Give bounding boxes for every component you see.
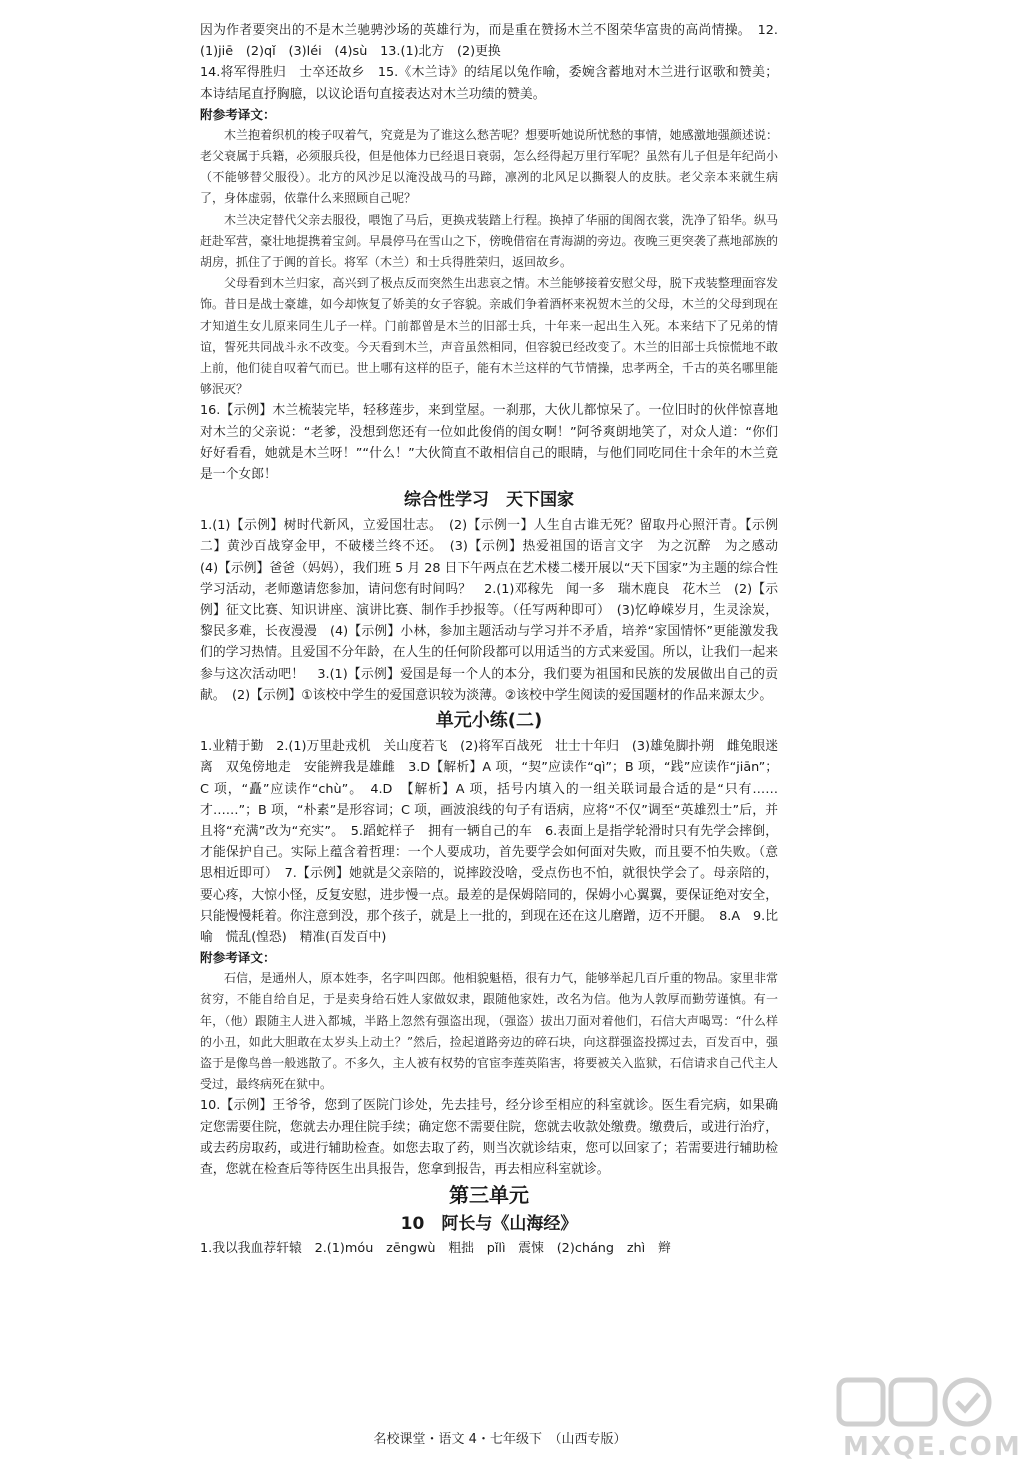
section-body (200, 515, 791, 706)
section-title: 单元小练(二) (435, 710, 543, 732)
watermark-icon (835, 1372, 995, 1432)
section-title: 综合性学习 天下国家 (404, 490, 574, 511)
reference-translation-heading: 附参考译文： (200, 950, 276, 966)
answer-paragraph: 1.我以我血荐轩辕 2.(1)móu zēngwù 粗拙 pǐlì 震悚 (2)cháng zhì 辫 (200, 1241, 671, 1257)
section-body (200, 736, 778, 948)
translation-block (200, 968, 778, 1095)
answer-paragraph: 14.将军得胜归 士卒还故乡 15.《木兰诗》的结尾以兔作喻，委婉含蓄地对木兰进行讴歌和赞美；本诗结尾直抒胸臆，以议论语句直接表达对木兰功绩的赞美。 (200, 65, 778, 102)
translation-paragraph: 父母看到木兰归家，高兴到了极点反而突然生出悲哀之情。木兰能够接着安慰父母，脱下戎装整理面容发饰。昔日是战士豪雄，如今却恢复了娇美的女子容貌。亲戚们争着酒杯来祝贺木兰的父母，木兰的父母到现在才知道生女儿原来同生儿子一样。门前都曾是木兰的旧部士兵，十年来一起出生入死。本来结下了兄弟的情谊，誓死共同战斗永不改变。今天看到木兰，声音虽然相同，但容貌已经改变了。木兰的旧部士兵惊慌地不敢上前，他们徒自叹着气而已。世上哪有这样的臣子，能有木兰这样的气节情操，忠孝两全，千古的英名哪里能够泯灭？ (200, 276, 778, 397)
answer-paragraph: 10.【示例】王爷爷，您到了医院门诊处，先去挂号，经分诊至相应的科室就诊。医生看完病，如果确定您需要住院，您就去办理住院手续；确定您不需要住院，您就去收款处缴费。缴费后，或进行治疗，或去药房取药，或进行辅助检查。如您去取了药，则当次就诊结束，您可以回家了；若需要进行辅助检查，您就在检查后等待医生出具报告，您拿到报告，再去相应科室就诊。 (200, 1098, 778, 1177)
page-footer: 名校课堂・语文 4・七年级下 （山西专版） (373, 1432, 627, 1447)
answer-paragraph: 1.(1)【示例】树时代新风，立爱国壮志。 (2)【示例一】人生自古谁无死？留取丹心照汗青。【示例二】黄沙百战穿金甲，不破楼兰终不还。 (3)【示例】热爱祖国的语言文字 为之沉醉 为之感动 (4)【示例】爸爸（妈妈），我们班 5 月 28 日下午两点在艺术楼二楼开展以“天下国家”为主题的综合性学习活动，老师邀请您参加，请问您有时间吗？ 2.(1)邓稼先 闻一多 瑞木鹿良 花木兰 (2)【示例】征文比赛、知识讲座、演讲比赛、制作手抄报等。（任写两种即可） (3)忆峥嵘岁月，生灵涂炭，黎民多难，长夜漫漫 (4)【示例】小林，参加主题活动与学习并不矛盾，培养“家国情怀”更能激发我们的学习热情。且爱国不分年龄，在人生的任何阶段都可以用适当的方式来爱国。所以，让我们一起来参与这次活动吧！ 3.(1)【示例】爱国是每一个人的本分，我们要为祖国和民族的发展做出自己的贡献。 (2)【示例】①该校中学生的爱国意识较为淡薄。②该校中学生阅读的爱国题材的作品来源太少。 (200, 518, 791, 703)
answer-paragraph: 16.【示例】木兰梳装完毕，轻移莲步，来到堂屋。一刹那，大伙儿都惊呆了。一位旧时的伙伴惊喜地对木兰的父亲说：“老爹，没想到您还有一位如此俊俏的闺女啊！”阿爷爽朗地笑了，对众人道：“你们好好看看，她就是木兰呀！”“什么！”大伙简直不敢相信自己的眼睛，与他们同吃同住十余年的木兰竟是一个女郎！ (200, 403, 778, 483)
section-body (200, 1238, 778, 1259)
answer-block-top (200, 20, 778, 105)
translation-block (200, 125, 778, 401)
reference-translation-heading: 附参考译文： (200, 106, 276, 122)
translation-paragraph: 木兰决定替代父亲去服役，喂饱了马后，更换戎装踏上行程。换掉了华丽的闺阁衣裳，洗净了铅华。纵马赶赴军营，豪壮地提携着宝剑。早晨停马在雪山之下，傍晚借宿在青海湖的旁边。夜晚三更突袭了燕地部族的胡房，抓住了于阗的首长。将军（木兰）和士兵得胜荣归，返回故乡。 (200, 212, 778, 270)
answer-block-16 (200, 400, 778, 485)
lesson-title: 10 阿长与《山海经》 (400, 1214, 578, 1235)
watermark-text: MXQE.COM (843, 1432, 1022, 1462)
answer-paragraph: 1.业精于勤 2.(1)万里赴戎机 关山度若飞 (2)将军百战死 壮士十年归 (3)雄兔脚扑朔 雌兔眼迷离 双兔傍地走 安能辨我是雄雌 3.D【解析】A 项，“契”应读作“qì”；B 项，“践”应读作“jiān”；C 项，“矗”应读作“chù”。 4.D 【解析】A 项，括号内填入的一组关联词最合适的是“只有……才……”；B 项，“朴素”是形容词；C 项，画波浪线的句子有语病，应将“不仅”调至“英雄烈士”后，并且将“充满”改为“充实”。 5.蹈蛇样子 拥有一辆自己的车 6.表面上是指学轮滑时只有先学会摔倒，才能保护自己。实际上蕴含着哲理：一个人要成功，首先要学会如何面对失败，而且要不怕失败。（意思相近即可） 7.【示例】她就是父亲陪的，说摔跤没啥，受点伤也不怕，就很快学会了。母亲陪的，要心疼，大惊小怪，反复安慰，进步慢一点。最差的是保姆陪同的，保姆小心翼翼，要保证绝对安全，只能慢慢耗着。你注意到没，那个孩子，就是上一批的，到现在还在这儿磨蹭，迈不开腿。 8.A 9.比喻 慌乱(惶恐) 精准(百发百中) (200, 739, 778, 945)
watermark-logo (835, 1372, 1022, 1467)
translation-paragraph: 木兰抱着织机的梭子叹着气，究竟是为了谁这么愁苦呢？想要听她说所忧愁的事情，她感激地强颜述说：老父衰属于兵籍，必须服兵役，但是他体力已经退日衰弱，怎么经得起万里行军呢？虽然有儿子但是年纪尚小（不能够替父服役）。北方的风沙足以淹没战马的马蹄，凛冽的北风足以撕裂人的皮肤。老父亲本来就生病了，身体虚弱，依靠什么来照顾自己呢？ (200, 127, 778, 206)
translation-paragraph: 石信，是通州人，原本姓李，名字叫四郎。他相貌魁梧，很有力气，能够举起几百斤重的物品。家里非常贫穷，不能自给自足，于是卖身给石姓人家做奴隶，跟随他家姓，改名为信。他为人敦厚而勤劳谨慎。有一年，（他）跟随主人进入都城，半路上忽然有强盗出现，（强盗）拔出刀面对着他们，石信大声喝骂：“什么样的小丑，如此大胆敢在太岁头上动土？”然后，捡起道路旁边的碎石块，向这群强盗投掷过去，百发百中，强盗于是像鸟兽一般逃散了。不多久，主人被有权势的官宦李莲英陷害，将要被关入监狱，石信请求自己代主人受过，最终病死在狱中。 (200, 971, 778, 1092)
answer-page (200, 20, 791, 1259)
answer-block-10 (200, 1095, 778, 1180)
answer-paragraph: 因为作者要突出的不是木兰驰骋沙场的英雄行为，而是重在赞扬木兰不图荣华富贵的高尚情操。 12.(1)jiē (2)qǐ (3)léi (4)sù 13.(1)北方 (2)更换 (200, 23, 778, 60)
unit-title: 第三单元 (449, 1183, 529, 1208)
